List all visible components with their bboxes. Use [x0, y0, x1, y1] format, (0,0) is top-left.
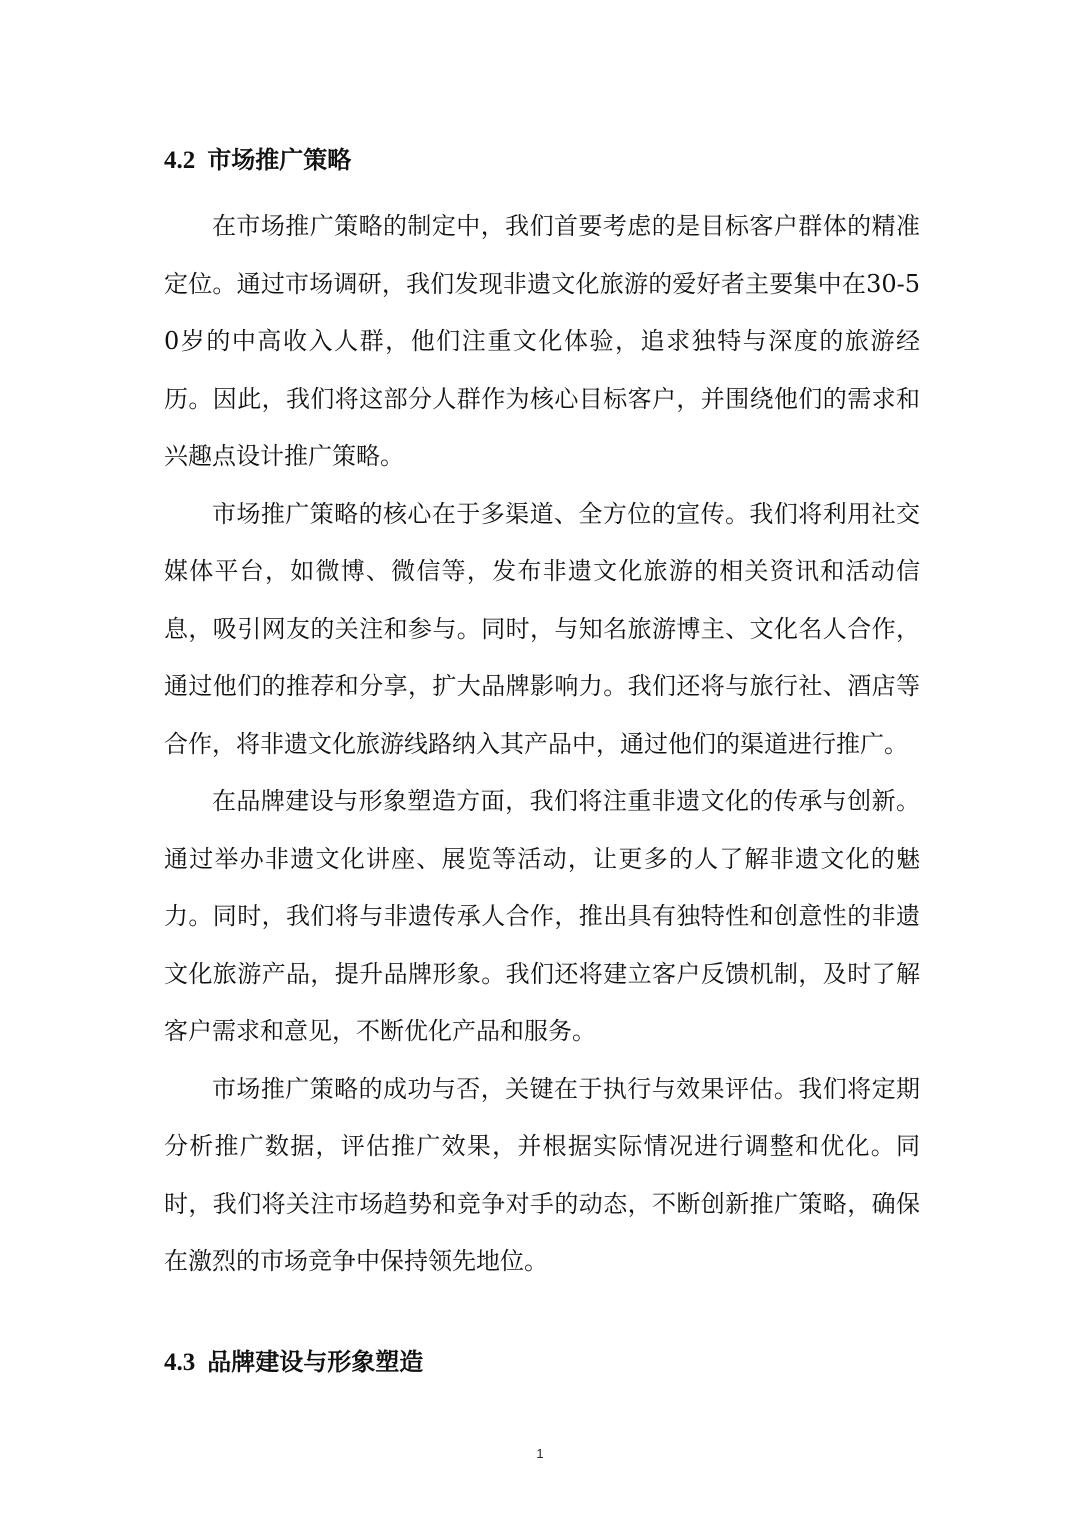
page-number: 1: [536, 1446, 544, 1461]
section-title: 市场推广策略: [207, 146, 352, 174]
section-number: 4.2: [164, 147, 196, 174]
section-title: 品牌建设与形象塑造: [207, 1348, 424, 1376]
paragraph: 市场推广策略的核心在于多渠道、全方位的宣传。我们将利用社交媒体平台，如微博、微信等，发布非遗文化旅游的相关资讯和活动信息，吸引网友的关注和参与。同时，与知名旅游博主、文化名人合作，通过他们的推荐和分享，扩大品牌影响力。我们还将与旅行社、酒店等合作，将非遗文化旅游线路纳入其产品中，通过他们的渠道进行推广。: [164, 499, 920, 758]
section-number: 4.3: [164, 1349, 196, 1376]
paragraph: 市场推广策略的成功与否，关键在于执行与效果评估。我们将定期分析推广数据，评估推广效果，并根据实际情况进行调整和优化。同时，我们将关注市场趋势和竞争对手的动态，不断创新推广策略，确保在激烈的市场竞争中保持领先地位。: [164, 1074, 920, 1275]
section-heading-4-2: [164, 140, 920, 181]
section-heading-4-3: [164, 1342, 423, 1383]
paragraph: 在品牌建设与形象塑造方面，我们将注重非遗文化的传承与创新。通过举办非遗文化讲座、展览等活动，让更多的人了解非遗文化的魅力。同时，我们将与非遗传承人合作，推出具有独特性和创意性的非遗文化旅游产品，提升品牌形象。我们还将建立客户反馈机制，及时了解客户需求和意见，不断优化产品和服务。: [164, 787, 920, 1045]
page-content: [164, 140, 920, 1291]
paragraph: 在市场推广策略的制定中，我们首要考虑的是目标客户群体的精准定位。通过市场调研，我们发现非遗文化旅游的爱好者主要集中在30-50岁的中高收入人群，他们注重文化体验，追求独特与深度的旅游经历。因此，我们将这部分人群作为核心目标客户，并围绕他们的需求和兴趣点设计推广策略。: [164, 212, 920, 470]
